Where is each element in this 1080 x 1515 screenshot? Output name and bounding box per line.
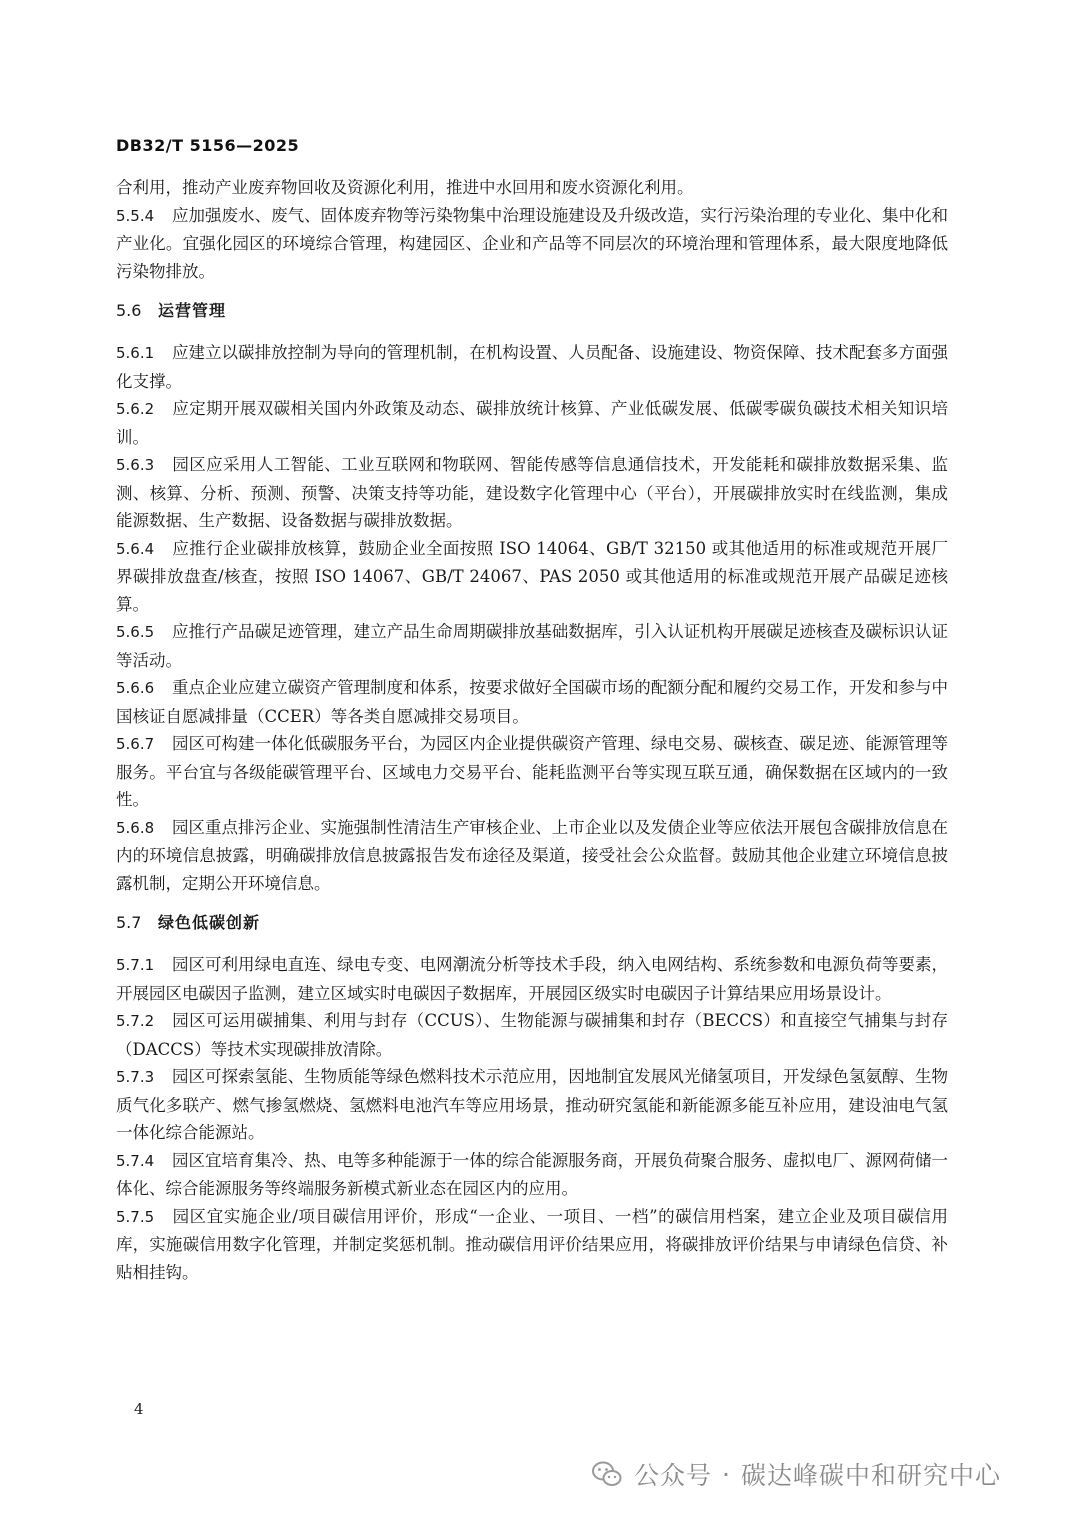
wechat-icon bbox=[592, 1460, 622, 1488]
clause-5-6-6 bbox=[116, 674, 948, 730]
clause-text: 应加强废水、废气、固体废弃物等污染物集中治理设施建设及升级改造，实行污染治理的专业化、集中化和产业化。宜强化园区的环境综合管理，构建园区、企业和产品等不同层次的环境治理和管理体系，最大限度地降低污染物排放。 bbox=[116, 205, 948, 281]
clause-5-7-2 bbox=[116, 1007, 948, 1063]
page-number: 4 bbox=[134, 1400, 144, 1418]
clause-number: 5.6.7 bbox=[116, 735, 155, 753]
clause-number: 5.6.1 bbox=[116, 344, 155, 362]
account-watermark bbox=[592, 1454, 1001, 1494]
clause-5-5-4 bbox=[116, 202, 948, 286]
clause-number: 5.6.8 bbox=[116, 818, 155, 837]
clause-5-6-4 bbox=[116, 535, 948, 619]
clause-5-7-3 bbox=[116, 1063, 948, 1147]
clause-number: 5.7.4 bbox=[116, 1151, 155, 1170]
clause-number: 5.6.5 bbox=[116, 623, 155, 641]
clause-number: 5.6.3 bbox=[116, 456, 155, 474]
clause-number: 5.7.2 bbox=[116, 1012, 155, 1030]
clause-text: 应推行产品碳足迹管理，建立产品生命周期碳排放基础数据库，引入认证机构开展碳足迹核查及碳标识认证等活动。 bbox=[116, 622, 948, 670]
clause-text: 园区宜培育集冷、热、电等多种能源于一体的综合能源服务商，开展负荷聚合服务、虚拟电厂、源网荷储一体化、综合能源服务等终端服务新模式新业态在园区内的应用。 bbox=[116, 1150, 948, 1198]
paragraph-continuation bbox=[116, 174, 948, 202]
clause-5-6-1 bbox=[116, 339, 948, 395]
clause-text: 园区应采用人工智能、工业互联网和物联网、智能传感等信息通信技术，开发能耗和碳排放数据采集、监测、核算、分析、预测、预警、决策支持等功能，建设数字化管理中心（平台），开展碳排放实时在线监测，集成能源数据、生产数据、设备数据与碳排放数据。 bbox=[116, 455, 948, 530]
clause-5-7-1 bbox=[116, 951, 948, 1007]
section-title: 绿色低碳创新 bbox=[158, 913, 261, 932]
watermark-account: 碳达峰碳中和研究中心 bbox=[740, 1461, 1001, 1490]
section-heading-5-6 bbox=[116, 297, 948, 325]
clause-number: 5.6.4 bbox=[116, 539, 155, 558]
clause-5-6-8 bbox=[116, 814, 948, 898]
clause-text: 园区可探索氢能、生物质能等绿色燃料技术示范应用，因地制宜发展风光储氢项目，开发绿色氢氨醇、生物质气化多联产、燃气掺氢燃烧、氢燃料电池汽车等应用场景，推动研究氢能和新能源多能互补应用，建设油电气氢一体化综合能源站。 bbox=[116, 1067, 948, 1142]
clause-text: 应建立以碳排放控制为导向的管理机制，在机构设置、人员配备、设施建设、物资保障、技术配套多方面强化支撑。 bbox=[116, 343, 948, 391]
paragraph-text: 合利用，推动产业废弃物回收及资源化利用，推进中水回用和废水资源化利用。 bbox=[116, 178, 694, 197]
clause-text: 园区可利用绿电直连、绿电专变、电网潮流分析等技术手段，纳入电网结构、系统参数和电源负荷等要素，开展园区电碳因子监测，建立区域实时电碳因子数据库，开展园区级实时电碳因子计算结果应用场景设计。 bbox=[116, 955, 948, 1003]
clause-text: 园区重点排污企业、实施强制性清洁生产审核企业、上市企业以及发债企业等应依法开展包含碳排放信息在内的环境信息披露，明确碳排放信息披露报告发布途径及渠道，接受社会公众监督。鼓励其他企业建立环境信息披露机制，定期公开环境信息。 bbox=[116, 817, 948, 893]
clause-5-6-2 bbox=[116, 395, 948, 451]
clause-number: 5.7.5 bbox=[116, 1207, 155, 1226]
clause-5-7-5 bbox=[116, 1203, 948, 1287]
clause-text: 应推行企业碳排放核算，鼓励企业全面按照 ISO 14064、GB/T 32150 或其他适用的标准或规范开展厂界碳排放盘查/核查，按照 ISO 14067、GB/T 24067、PAS 2050 或其他适用的标准或规范开展产品碳足迹核算。 bbox=[116, 538, 948, 614]
clause-5-6-3 bbox=[116, 451, 948, 535]
section-number: 5.7 bbox=[116, 913, 142, 932]
clause-text: 园区可运用碳捕集、利用与封存（CCUS）、生物能源与碳捕集和封存（BECCS）和直接空气捕集与封存（DACCS）等技术实现碳排放清除。 bbox=[116, 1011, 948, 1059]
section-number: 5.6 bbox=[116, 301, 142, 320]
clause-text: 园区宜实施企业/项目碳信用评价，形成“一企业、一项目、一档”的碳信用档案，建立企业及项目碳信用库，实施碳信用数字化管理，并制定奖惩机制。推动碳信用评价结果应用，将碳排放评价结果与申请绿色信贷、补贴相挂钩。 bbox=[116, 1206, 948, 1282]
clause-number: 5.6.2 bbox=[116, 400, 155, 418]
standard-code: DB32/T 5156—2025 bbox=[116, 136, 300, 155]
clause-5-6-5 bbox=[116, 618, 948, 674]
watermark-platform: 公众号 bbox=[634, 1461, 713, 1490]
section-heading-5-7 bbox=[116, 909, 948, 937]
document-body bbox=[116, 174, 948, 1286]
clause-text: 应定期开展双碳相关国内外政策及动态、碳排放统计核算、产业低碳发展、低碳零碳负碳技术相关知识培训。 bbox=[116, 399, 948, 447]
clause-number: 5.5.4 bbox=[116, 206, 155, 225]
clause-number: 5.6.6 bbox=[116, 679, 155, 697]
watermark-separator: · bbox=[722, 1459, 731, 1489]
clause-text: 重点企业应建立碳资产管理制度和体系，按要求做好全国碳市场的配额分配和履约交易工作，开发和参与中国核证自愿减排量（CCER）等各类自愿减排交易项目。 bbox=[116, 678, 948, 726]
clause-text: 园区可构建一体化低碳服务平台，为园区内企业提供碳资产管理、绿电交易、碳核查、碳足迹、能源管理等服务。平台宜与各级能碳管理平台、区域电力交易平台、能耗监测平台等实现互联互通，确保数据在区域内的一致性。 bbox=[116, 734, 948, 809]
clause-5-7-4 bbox=[116, 1147, 948, 1203]
clause-5-6-7 bbox=[116, 730, 948, 814]
clause-number: 5.7.1 bbox=[116, 956, 155, 974]
clause-number: 5.7.3 bbox=[116, 1068, 155, 1086]
section-title: 运营管理 bbox=[158, 301, 227, 320]
